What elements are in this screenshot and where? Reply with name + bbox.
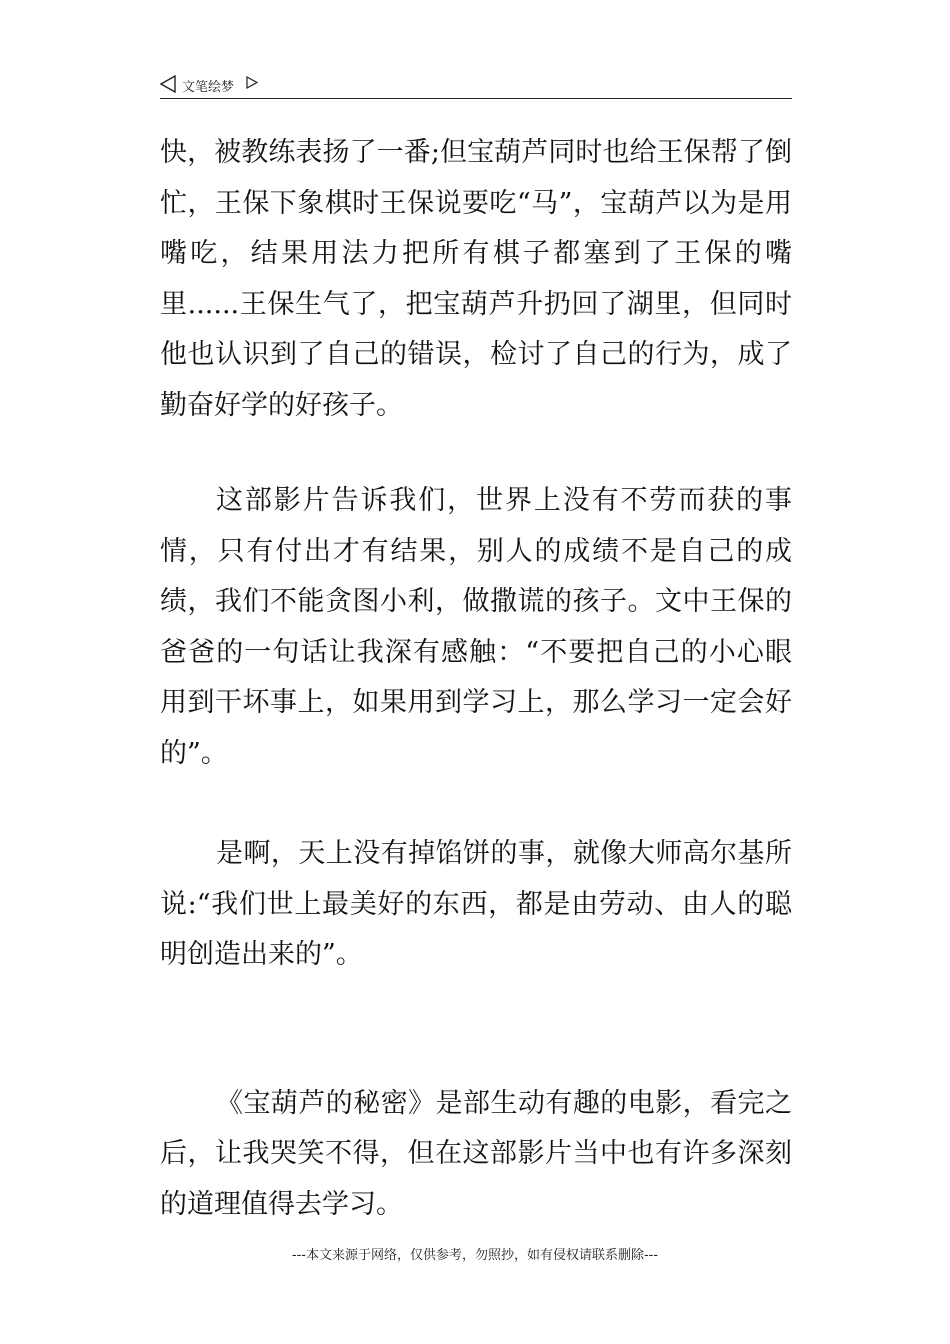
document-body <box>160 128 792 1230</box>
page-header <box>160 72 792 99</box>
paragraph: 快，被教练表扬了一番;但宝葫芦同时也给王保帮了倒忙，王保下象棋时王保说要吃“马”，宝葫芦以为是用嘴吃，结果用法力把所有棋子都塞到了王保的嘴里......王保生气了，把宝葫芦升扔回了湖里，但同时他也认识到了自己的错误，检讨了自己的行为，成了勤奋好学的好孩子。 <box>160 137 792 421</box>
triangle-right-icon <box>246 76 258 89</box>
footer-disclaimer: ---本文来源于网络，仅供参考，勿照抄，如有侵权请联系删除--- <box>291 1248 659 1263</box>
triangle-left-icon <box>160 75 176 93</box>
paragraph: 这部影片告诉我们，世界上没有不劳而获的事情，只有付出才有结果，别人的成绩不是自己的成绩，我们不能贪图小利，做撒谎的孩子。文中王保的爸爸的一句话让我深有感触：“不要把自己的小心眼用到干坏事上，如果用到学习上，那么学习一定会好的”。 <box>160 485 792 769</box>
brand-name: 文笔绘梦 <box>182 80 235 95</box>
paragraph: 是啊，天上没有掉馅饼的事，就像大师高尔基所说:“我们世上最美好的东西，都是由劳动、由人的聪明创造出来的”。 <box>160 838 792 970</box>
paragraph: 《宝葫芦的秘密》是部生动有趣的电影，看完之后，让我哭笑不得，但在这部影片当中也有许多深刻的道理值得去学习。 <box>160 1087 792 1220</box>
